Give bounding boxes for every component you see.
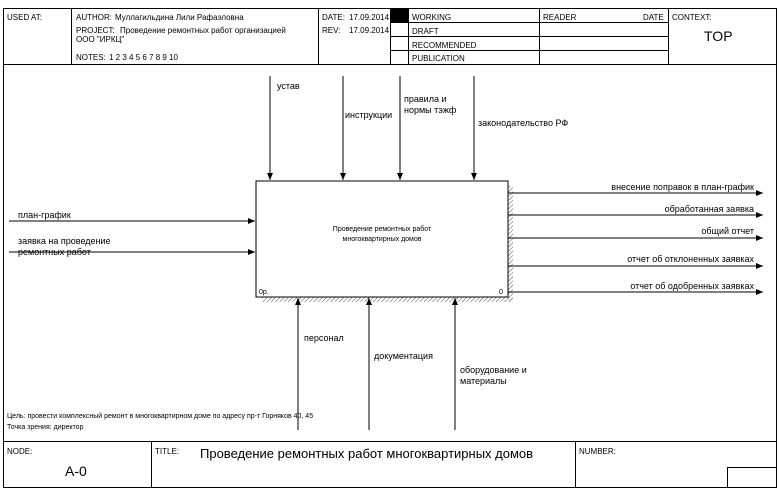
mechanism-label-personnel: персонал <box>304 333 344 343</box>
control-label-rules-line2: нормы тэжф <box>404 105 457 115</box>
box-number-left: 0р. <box>259 289 269 296</box>
viewpoint-text: Точка зрения: директор <box>7 424 84 431</box>
output-label-1: внесение поправок в план-график <box>611 182 754 192</box>
date-label: DATE: <box>322 13 345 22</box>
control-label-ustav: устав <box>277 81 300 91</box>
mechanism-label-equipment-line2: материалы <box>460 376 507 386</box>
context-value: TOP <box>704 28 733 44</box>
footer-divider-number <box>575 441 576 488</box>
project-value: Проведение ремонтных работ организацией <box>120 26 286 35</box>
title-label: TITLE: <box>155 447 180 456</box>
purpose-text: Цель: провести комплексный ремонт в многоквартирном доме по адресу пр-т Горняков 40, 45 <box>7 413 314 420</box>
status-publication: PUBLICATION <box>412 54 465 63</box>
box-shadow-right <box>508 186 513 302</box>
notes-label: NOTES: <box>76 53 106 62</box>
input-label-request-line1: заявка на проведение <box>18 236 111 246</box>
status-recommended: RECOMMENDED <box>412 41 477 50</box>
notes-value: 1 2 3 4 5 6 7 8 9 10 <box>109 53 178 62</box>
box-title-line2: многоквартирных домов <box>342 236 422 243</box>
footer-top-line <box>3 441 777 442</box>
box-title-line1: Проведение ремонтных работ <box>332 226 432 233</box>
project-label: PROJECT: <box>76 26 115 35</box>
input-label-plan: план-график <box>18 210 71 220</box>
title-value: Проведение ремонтных работ многоквартирных домов <box>200 446 534 461</box>
reader-date-label: DATE <box>643 13 664 22</box>
rev-label: REV: <box>322 26 341 35</box>
used-at-label: USED AT: <box>7 13 42 22</box>
footer-number-corner <box>727 467 777 488</box>
footer-divider-node <box>151 441 152 488</box>
control-label-instructions: инструкции <box>345 110 393 120</box>
output-label-4: отчет об отклоненных заявках <box>627 254 754 264</box>
control-label-law: законодательство РФ <box>478 118 569 128</box>
status-draft: DRAFT <box>412 27 439 36</box>
node-label: NODE: <box>7 447 33 456</box>
control-label-rules-line1: правила и <box>404 94 447 104</box>
reader-label: READER <box>543 13 577 22</box>
output-label-5: отчет об одобренных заявках <box>630 281 754 291</box>
status-working: WORKING <box>412 13 452 22</box>
number-label: NUMBER: <box>579 447 616 456</box>
output-label-3: общий отчет <box>701 226 754 236</box>
context-label: CONTEXT: <box>672 13 712 22</box>
input-label-request-line2: ремонтных работ <box>18 247 91 257</box>
author-value: Муллагильдина Лили Рафаэловна <box>115 13 244 22</box>
project-value-line2: ООО "ИРКЦ" <box>76 35 125 44</box>
box-shadow-bottom <box>262 297 513 302</box>
author-label: AUTHOR: <box>76 13 112 22</box>
box-number-right: 0 <box>499 289 503 296</box>
output-label-2: обработанная заявка <box>664 204 754 214</box>
date-value: 17.09.2014 <box>349 13 390 22</box>
rev-value: 17.09.2014 <box>349 26 390 35</box>
mechanism-label-equipment-line1: оборудование и <box>460 365 527 375</box>
mechanism-label-docs: документация <box>374 351 433 361</box>
node-value: А-0 <box>65 463 87 479</box>
